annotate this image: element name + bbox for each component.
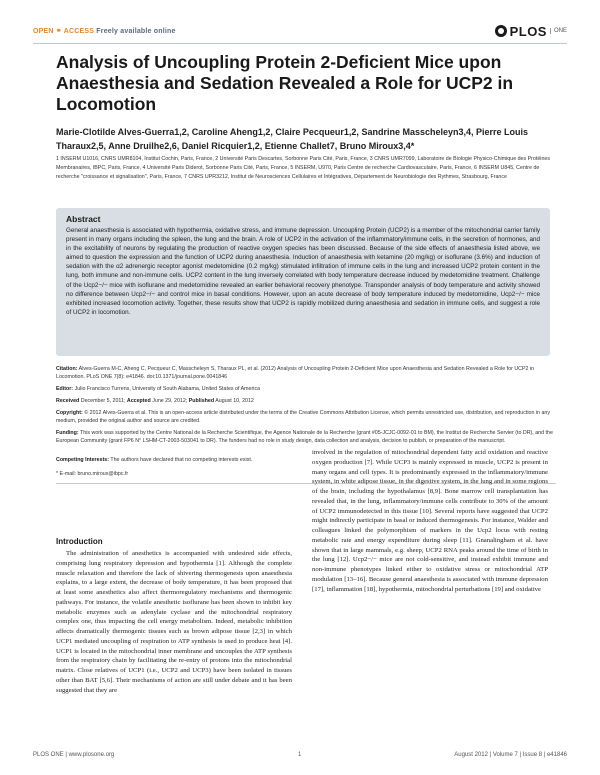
copyright: Copyright: © 2012 Alves-Guerra et al. This is an open-access article distributed under the terms of the Creative Commons Attribution License, which permits unrestricted use, distribution, and reproduction in any medium, provided the original author and source are credited. bbox=[56, 410, 551, 424]
abstract-heading: Abstract bbox=[66, 214, 101, 224]
affiliations: 1 INSERM U1016, CNRS UMR8104, Institut Cochin, Paris, France, 2 Université Paris Descartes, Sorbonne Paris Cité, Paris, France, 3 CNRS UMR7099, Laboratoire de Biologie Physico-Chimique des Protéines Membranaires, IBPC, Paris, France, 4 Université Paris Diderot, Sorbonne Paris Cité, Paris, France, 5 INSERM, U970, Paris Centre de recherche Cardiovasculaire, Paris, France, 6 INSERM U845, Centre de recherche "croissance et signalisation", Paris, France, 7 CNRS UPR3212, Institut de Neurosciences Cellulaires et Intégratives, Département de Neurobiologie des Rythmes, Strasbourg, France bbox=[56, 156, 550, 181]
footer-journal[interactable]: PLOS ONE | www.plosone.org bbox=[33, 752, 115, 758]
page-number: 1 bbox=[298, 752, 302, 758]
article-title: Analysis of Uncoupling Protein 2-Deficient Mice upon Anaesthesia and Sedation Revealed a Role for UCP2 in Locomotion bbox=[56, 52, 514, 114]
logo-one: ONE bbox=[550, 28, 567, 34]
corresponding-email[interactable]: * E-mail: bruno.miroux@ibpc.fr bbox=[56, 471, 129, 477]
plos-logo-icon bbox=[495, 25, 507, 37]
body-column-right: involved in the regulation of mitochondrial dependent fatty acid oxidation and reactive oxygen production [7]. While UCP3 is mainly expressed in muscle, UCP2 is present in many organs and cell types. It is predominantly expressed in the inflammatory/immune system, in white adipose tissue, in the digestive system, in the lung and in some regions of the brain, including the hypothalamus [8,9]. Bone marrow cell transplantation has revealed that, in the lung, inflammatory/immune cells contribute to 30% of the amount of UCP2 immunodetected in this tissue [10]. Several reports have suggested that UCP2 might indirectly participate in basal or induced thermogenesis. For instance, Walder and colleagues linked the polymorphism of markers in the Ucp2 locus with resting metabolic rate and energy expenditure during sleep [11]. Gnanalingham et al. have shown that in large mammals, e.g. sheep, UCP2 RNA peaks around the time of birth in the lung [12]. Ucp2−/− mice are not cold-sensitive, and instead exhibit immune and non-immune phenotypes linked either to oxidative stress or mitochondrial ATP modulation [13–16]. Because general anaesthesia is associated with immune depression [17], inflammation [18], hypothermia, mitochondrial perturbations [19] and oxidative bbox=[312, 449, 548, 593]
citation: Citation: Alves-Guerra M-C, Aheng C, Pecqueur C, Masscheleyn S, Tharaux PL, et al. (2012) Analysis of Uncoupling Protein 2-Deficient Mice upon Anaesthesia and Sedation Revealed a Role for UCP2 in Locomotion. PLoS ONE 7(8): e41846. doi:10.1371/journal.pone.0041846 bbox=[56, 366, 535, 380]
footer-issue: August 2012 | Volume 7 | Issue 8 | e41846 bbox=[454, 752, 567, 758]
freely-available-label: Freely available online bbox=[96, 28, 176, 35]
abstract-text: General anaesthesia is associated with hypothermia, oxidative stress, and immune depression. Uncoupling Protein (UCP2) is a member of the mitochondrial carrier family present in many organs including the spleen, the lung and the brain. A role of UCP2 in the activation of the inflammatory/immune cells, in the secretion of hormones, and in the excitability of neurons by regulating the production of reactive oxygen species has been discussed. Because of the side effects of anaesthesia listed above, we aimed to question the expression and the function of UCP2 during anaesthesia. Induction of anaesthesia with ketamine (20 mg/kg) or isoflurane (3.6%) and induction of sedation with the α2 adrenergic receptor agonist medetomidine (0.2 mg/kg) stimulated infiltration of immune cells in the lung and increased UCP2 protein content in the lung, both immune and non-immune cells. UCP2 content in the lung inversely correlated with body temperature decrease induced by medetomidine treatment. Challenge of the Ucp2−/− mice with isoflurane and medetomidine revealed an earlier behavioral recovery phenotype. Transponder analysis of body temperature and activity showed no difference between Ucp2−/− and control mice in basal conditions. However, upon an acute decrease of body temperature induced by medetomidine, Ucp2−/− mice exhibited increased locomotion activity. Together, these results show that UCP2 is rapidly mobilized during anaesthesia and sedation in immune cells, and suggest a role of UCP2 in locomotion. bbox=[66, 227, 540, 316]
dates: Received December 5, 2011; Accepted June 29, 2012; Published August 10, 2012 bbox=[56, 398, 254, 404]
logo-word: PLOS bbox=[509, 23, 547, 39]
plos-one-logo bbox=[495, 23, 567, 39]
open-access-banner bbox=[33, 27, 176, 35]
editor: Editor: Julio Francisco Turrens, University of South Alabama, United States of America bbox=[56, 386, 261, 392]
journal-header bbox=[33, 23, 567, 44]
abstract-box bbox=[56, 208, 550, 356]
access-label: ACCESS bbox=[63, 28, 95, 35]
competing-interests: Competing Interests: The authors have declared that no competing interests exist. bbox=[56, 457, 253, 463]
page-footer bbox=[33, 752, 567, 762]
body-column-left: The administration of anesthetics is accompanied with undesired side effects, comprising lung respiratory depression and hypothermia [1]. Although the complete muscle relaxation and therefore the lack of shivering thermogenesis upon anaesthesia explains, to a large extent, the decrease of body temperature, it has been proposed that at least some anesthetics also affect thermoregulatory mechanisms and thermogenic pathways. For instance, the volatile anesthetic isoflurane has been shown to inhibit key metabolic enzymes such as adenylate cyclase and the mitochondrial respiratory complex one, thus impacting the cell energy metabolism. Indeed, metabolic inhibition affects dramatically thermogenic tissues such as brown adipose tissue [2,3] in which UCP1 mediated uncoupling of respiration to ATP synthesis is used to produce heat [4]. UCP1 is located in the mitochondrial inner membrane and uncouples the ATP synthesis from the respiratory chain by facilitating the re-entry of protons into the mitochondrial matrix. Close relatives of UCP1 (i.e., UCP2 and UCP3) have been isolated in tissues other than BAT [5,6]. Their mechanisms of action are still under debate and it has been suggested that they are bbox=[56, 550, 292, 694]
open-label: OPEN bbox=[33, 28, 54, 35]
unlock-icon: ⚭ bbox=[55, 28, 62, 35]
author-list: Marie-Clotilde Alves-Guerra1,2, Caroline Aheng1,2, Claire Pecqueur1,2, Sandrine Masscheleyn3,4, Pierre Louis Tharaux2,5, Anne Druilhe2,6, Daniel Ricquier1,2, Etienne Challet7, Bruno Miroux3,4* bbox=[56, 127, 529, 151]
introduction-heading: Introduction bbox=[56, 537, 103, 546]
funding: Funding: This work was supported by the Centre National de la Recherche Scientifique, the Agence Nationale de la Recherche (grant #05-JCJC-0092-01 to BM), the Institut de Recherche Servier (to DR), and the European Community (grant FP6 N° LSHM-CT-2003-503041 to DR). The funders had no role in study design, data collection and analysis, decision to publish, or preparation of the manuscript. bbox=[56, 430, 553, 444]
